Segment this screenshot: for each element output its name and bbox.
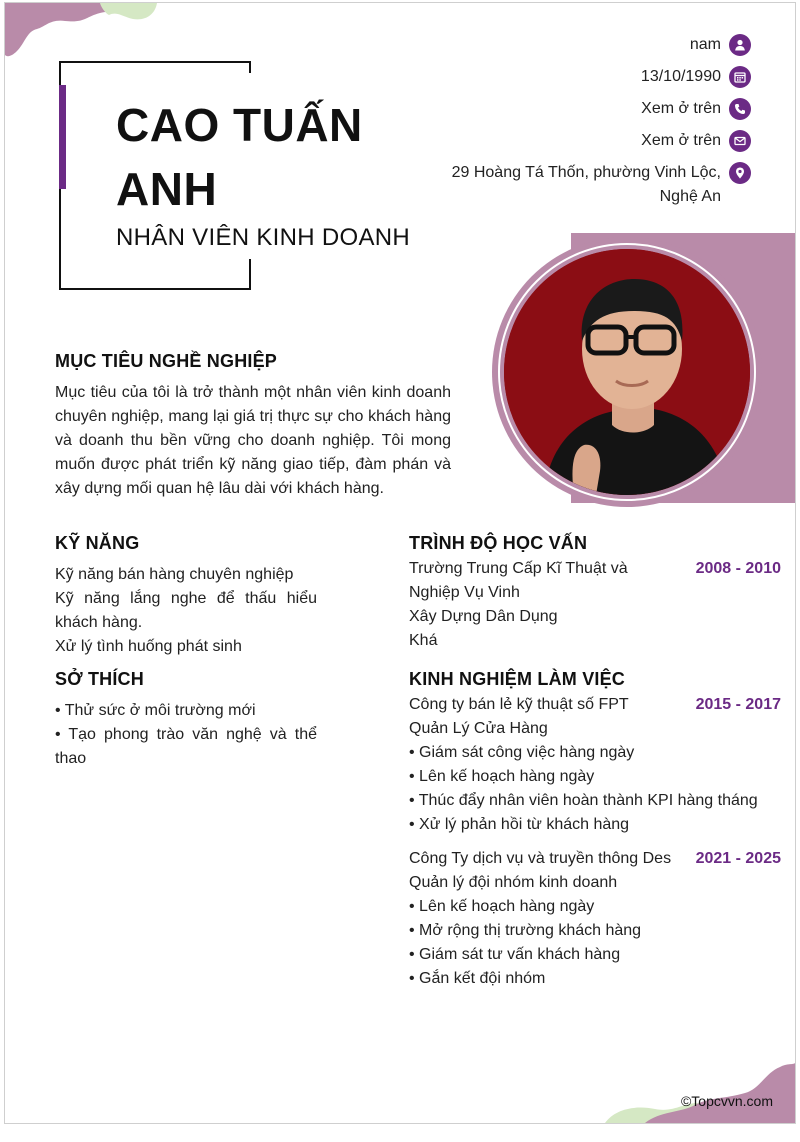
experience-years: 2015 - 2017 (695, 696, 781, 713)
list-item: • Xử lý phản hồi từ khách hàng (409, 816, 630, 833)
mail-icon (729, 130, 751, 152)
full-name: CAO TUẤN ANH (116, 99, 363, 215)
list-item: • Giám sát tư vấn khách hàng (409, 946, 621, 963)
frame-gap (61, 189, 65, 259)
list-item: • Lên kế hoạch hàng ngày (409, 898, 595, 915)
job-title: NHÂN VIÊN KINH DOANH (116, 224, 411, 251)
skills-title: KỸ NĂNG (55, 533, 140, 553)
email-text: Xem ở trên (641, 132, 721, 149)
objective-title: MỤC TIÊU NGHỀ NGHIỆP (55, 351, 278, 371)
top-left-decoration (5, 3, 165, 63)
education-title: TRÌNH ĐỘ HỌC VẤN (409, 533, 588, 553)
location-icon (729, 162, 751, 184)
education-major: Xây Dựng Dân Dụng (409, 608, 558, 625)
list-item: • Mở rộng thị trường khách hàng (409, 922, 642, 939)
contact-info (421, 33, 751, 217)
experience-years: 2021 - 2025 (695, 850, 781, 867)
photo-ring (492, 237, 762, 507)
experience-company: Công ty bán lẻ kỹ thuật số FPT (409, 696, 629, 713)
person-icon (729, 34, 751, 56)
experience-entry (409, 847, 781, 991)
experience-position: Quản Lý Cửa Hàng (409, 720, 548, 737)
education-entry (409, 557, 781, 653)
gender-text: nam (689, 36, 721, 53)
experience-entry (409, 693, 781, 837)
list-item: • Tạo phong trào văn nghệ và thể thao (55, 726, 317, 767)
profile-photo (504, 249, 750, 495)
list-item: • Thúc đẩy nhân viên hoàn thành KPI hàng tháng (409, 792, 758, 809)
list-item: • Lên kế hoạch hàng ngày (409, 768, 595, 785)
objective-text: Mục tiêu của tôi là trở thành một nhân viên kinh doanh chuyên nghiệp, mang lại giá trị thực sự cho khách hàng và doanh thu bền vững cho doanh nghiệp. Tôi mong muốn được phát triển kỹ năng giao tiếp, đàm phán và xây dựng mối quan hệ lâu dài với khách hàng. (55, 384, 451, 497)
phone-text: Xem ở trên (641, 100, 721, 117)
accent-bar (59, 85, 66, 189)
education-school: Trường Trung Cấp Kĩ Thuật và Nghiệp Vụ Vinh (409, 560, 628, 601)
experience-company: Công Ty dịch vụ và truyền thông Des (409, 850, 672, 867)
address-text: 29 Hoàng Tá Thốn, phường Vinh Lộc, Nghệ An (451, 164, 721, 205)
contact-birthday (421, 65, 751, 89)
experience-position: Quản lý đội nhóm kinh doanh (409, 874, 618, 891)
copyright-text: ©Topcvvn.com (680, 1093, 773, 1109)
contact-gender (421, 33, 751, 57)
bottom-right-decoration (605, 1053, 795, 1123)
education-grade: Khá (409, 632, 438, 649)
person-portrait-icon (504, 249, 750, 495)
birthday-text: 13/10/1990 (640, 68, 721, 85)
calendar-icon (729, 66, 751, 88)
contact-phone (421, 97, 751, 121)
phone-icon (729, 98, 751, 120)
list-item: Xử lý tình huống phát sinh (55, 638, 242, 655)
list-item: • Thử sức ở môi trường mới (55, 702, 256, 719)
list-item: • Gắn kết đội nhóm (409, 970, 546, 987)
list-item: • Giám sát công việc hàng ngày (409, 744, 635, 761)
skills-list (55, 563, 317, 659)
contact-address (421, 161, 751, 209)
contact-email (421, 129, 751, 153)
hobbies-list (55, 699, 317, 771)
list-item: Kỹ năng lắng nghe để thấu hiểu khách hàng. (55, 590, 317, 631)
experience-title: KINH NGHIỆM LÀM VIỆC (409, 669, 626, 689)
list-item: Kỹ năng bán hàng chuyên nghiệp (55, 566, 294, 583)
hobbies-title: SỞ THÍCH (55, 669, 144, 689)
cv-page (4, 2, 796, 1124)
education-years: 2008 - 2010 (695, 560, 781, 577)
